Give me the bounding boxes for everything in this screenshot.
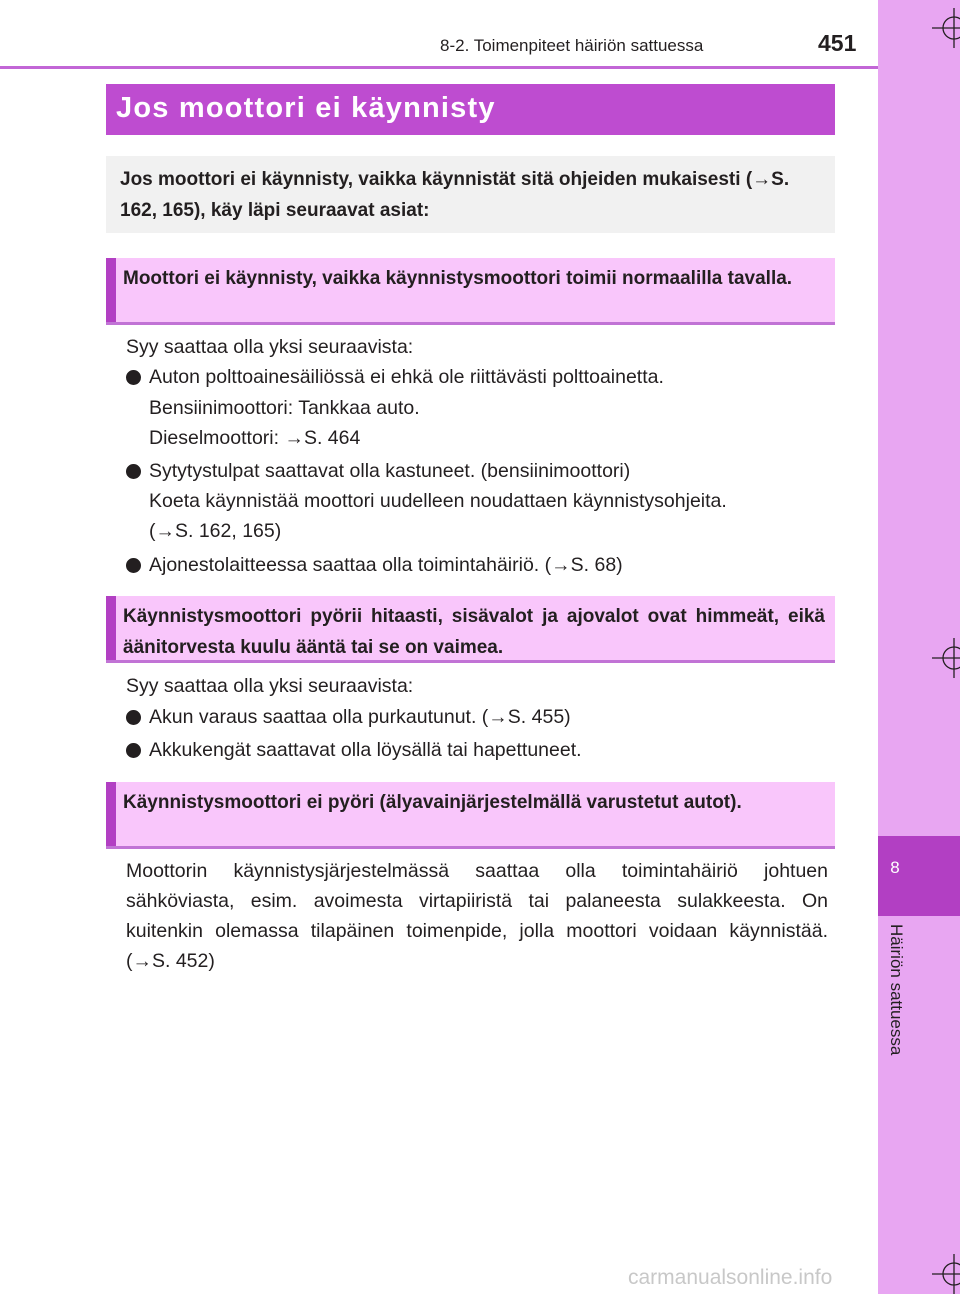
list-item-text: Akun varaus saattaa olla purkautunut. (→S. 455) — [149, 706, 571, 728]
page-number: 451 — [818, 30, 857, 56]
bullet-icon — [126, 743, 141, 758]
header-rule — [0, 66, 878, 69]
section-heading-3 — [106, 782, 835, 849]
section-lead: Syy saattaa olla yksi seuraavista: — [126, 675, 414, 697]
title-bar — [106, 84, 835, 135]
page-title: Jos moottori ei käynnisty — [116, 92, 496, 124]
heading-accent — [106, 782, 116, 846]
running-header: 8-2. Toimenpiteet häiriön sattuessa — [440, 36, 704, 55]
section-paragraph: Moottorin käynnistysjärjestelmässä saattaa olla toimintahäiriö johtuen sähköviasta, esim. avoimesta virtapiiristä tai palaneesta sulakkeesta. On kuitenkin olemassa tilapäinen toimenpide, jolla moottori voidaan käynnistää. (→S. 452) — [126, 860, 828, 972]
bullet-icon — [126, 370, 141, 385]
section-heading-2 — [106, 596, 835, 663]
section-lead: Syy saattaa olla yksi seuraavista: — [126, 336, 414, 358]
intro-box — [106, 156, 835, 233]
section-heading-text: Käynnistysmoottori pyörii hitaasti, sisävalot ja ajovalot ovat himmeät, eikä äänitorvesta kuulu ääntä tai se on vaimea. — [123, 606, 825, 658]
heading-accent — [106, 258, 116, 322]
section-heading-text: Käynnistysmoottori ei pyöri (älyavainjärjestelmällä varustetut autot). — [123, 792, 742, 813]
registration-mark-bottom — [930, 1254, 960, 1294]
list-item-text: Ajonestolaitteessa saattaa olla toimintahäiriö. (→S. 68) — [149, 554, 623, 576]
watermark: carmanualsonline.info — [628, 1266, 833, 1289]
chapter-number: 8 — [890, 858, 900, 877]
registration-mark-top — [930, 8, 960, 48]
bullet-icon — [126, 558, 141, 573]
list-item-subtext: Dieselmoottori: →S. 464 — [149, 427, 361, 449]
list-item-subtext: Bensiinimoottori: Tankkaa auto. — [149, 397, 420, 419]
intro-text: Jos moottori ei käynnisty, vaikka käynnistät sitä ohjeiden mukaisesti (→S. 162, 165), käy läpi seuraavat asiat: — [120, 169, 790, 221]
list-item-text: Auton polttoainesäiliössä ei ehkä ole riittävästi polttoainetta. — [149, 366, 664, 388]
list-item-text: Akkukengät saattavat olla löysällä tai hapettuneet. — [149, 739, 582, 761]
heading-accent — [106, 596, 116, 660]
list-item-text: Sytytystulpat saattavat olla kastuneet. (bensiinimoottori) — [149, 460, 631, 482]
list-item-subtext: Koeta käynnistää moottori uudelleen noudattaen käynnistysohjeita. — [149, 490, 727, 512]
bullet-icon — [126, 710, 141, 725]
list-item-subtext: (→S. 162, 165) — [149, 520, 282, 542]
registration-mark-middle — [930, 638, 960, 678]
chapter-title: Häiriön sattuessa — [887, 924, 906, 1056]
section-heading-text: Moottori ei käynnisty, vaikka käynnistysmoottori toimii normaalilla tavalla. — [123, 268, 793, 289]
section-heading-1 — [106, 258, 835, 325]
bullet-icon — [126, 464, 141, 479]
